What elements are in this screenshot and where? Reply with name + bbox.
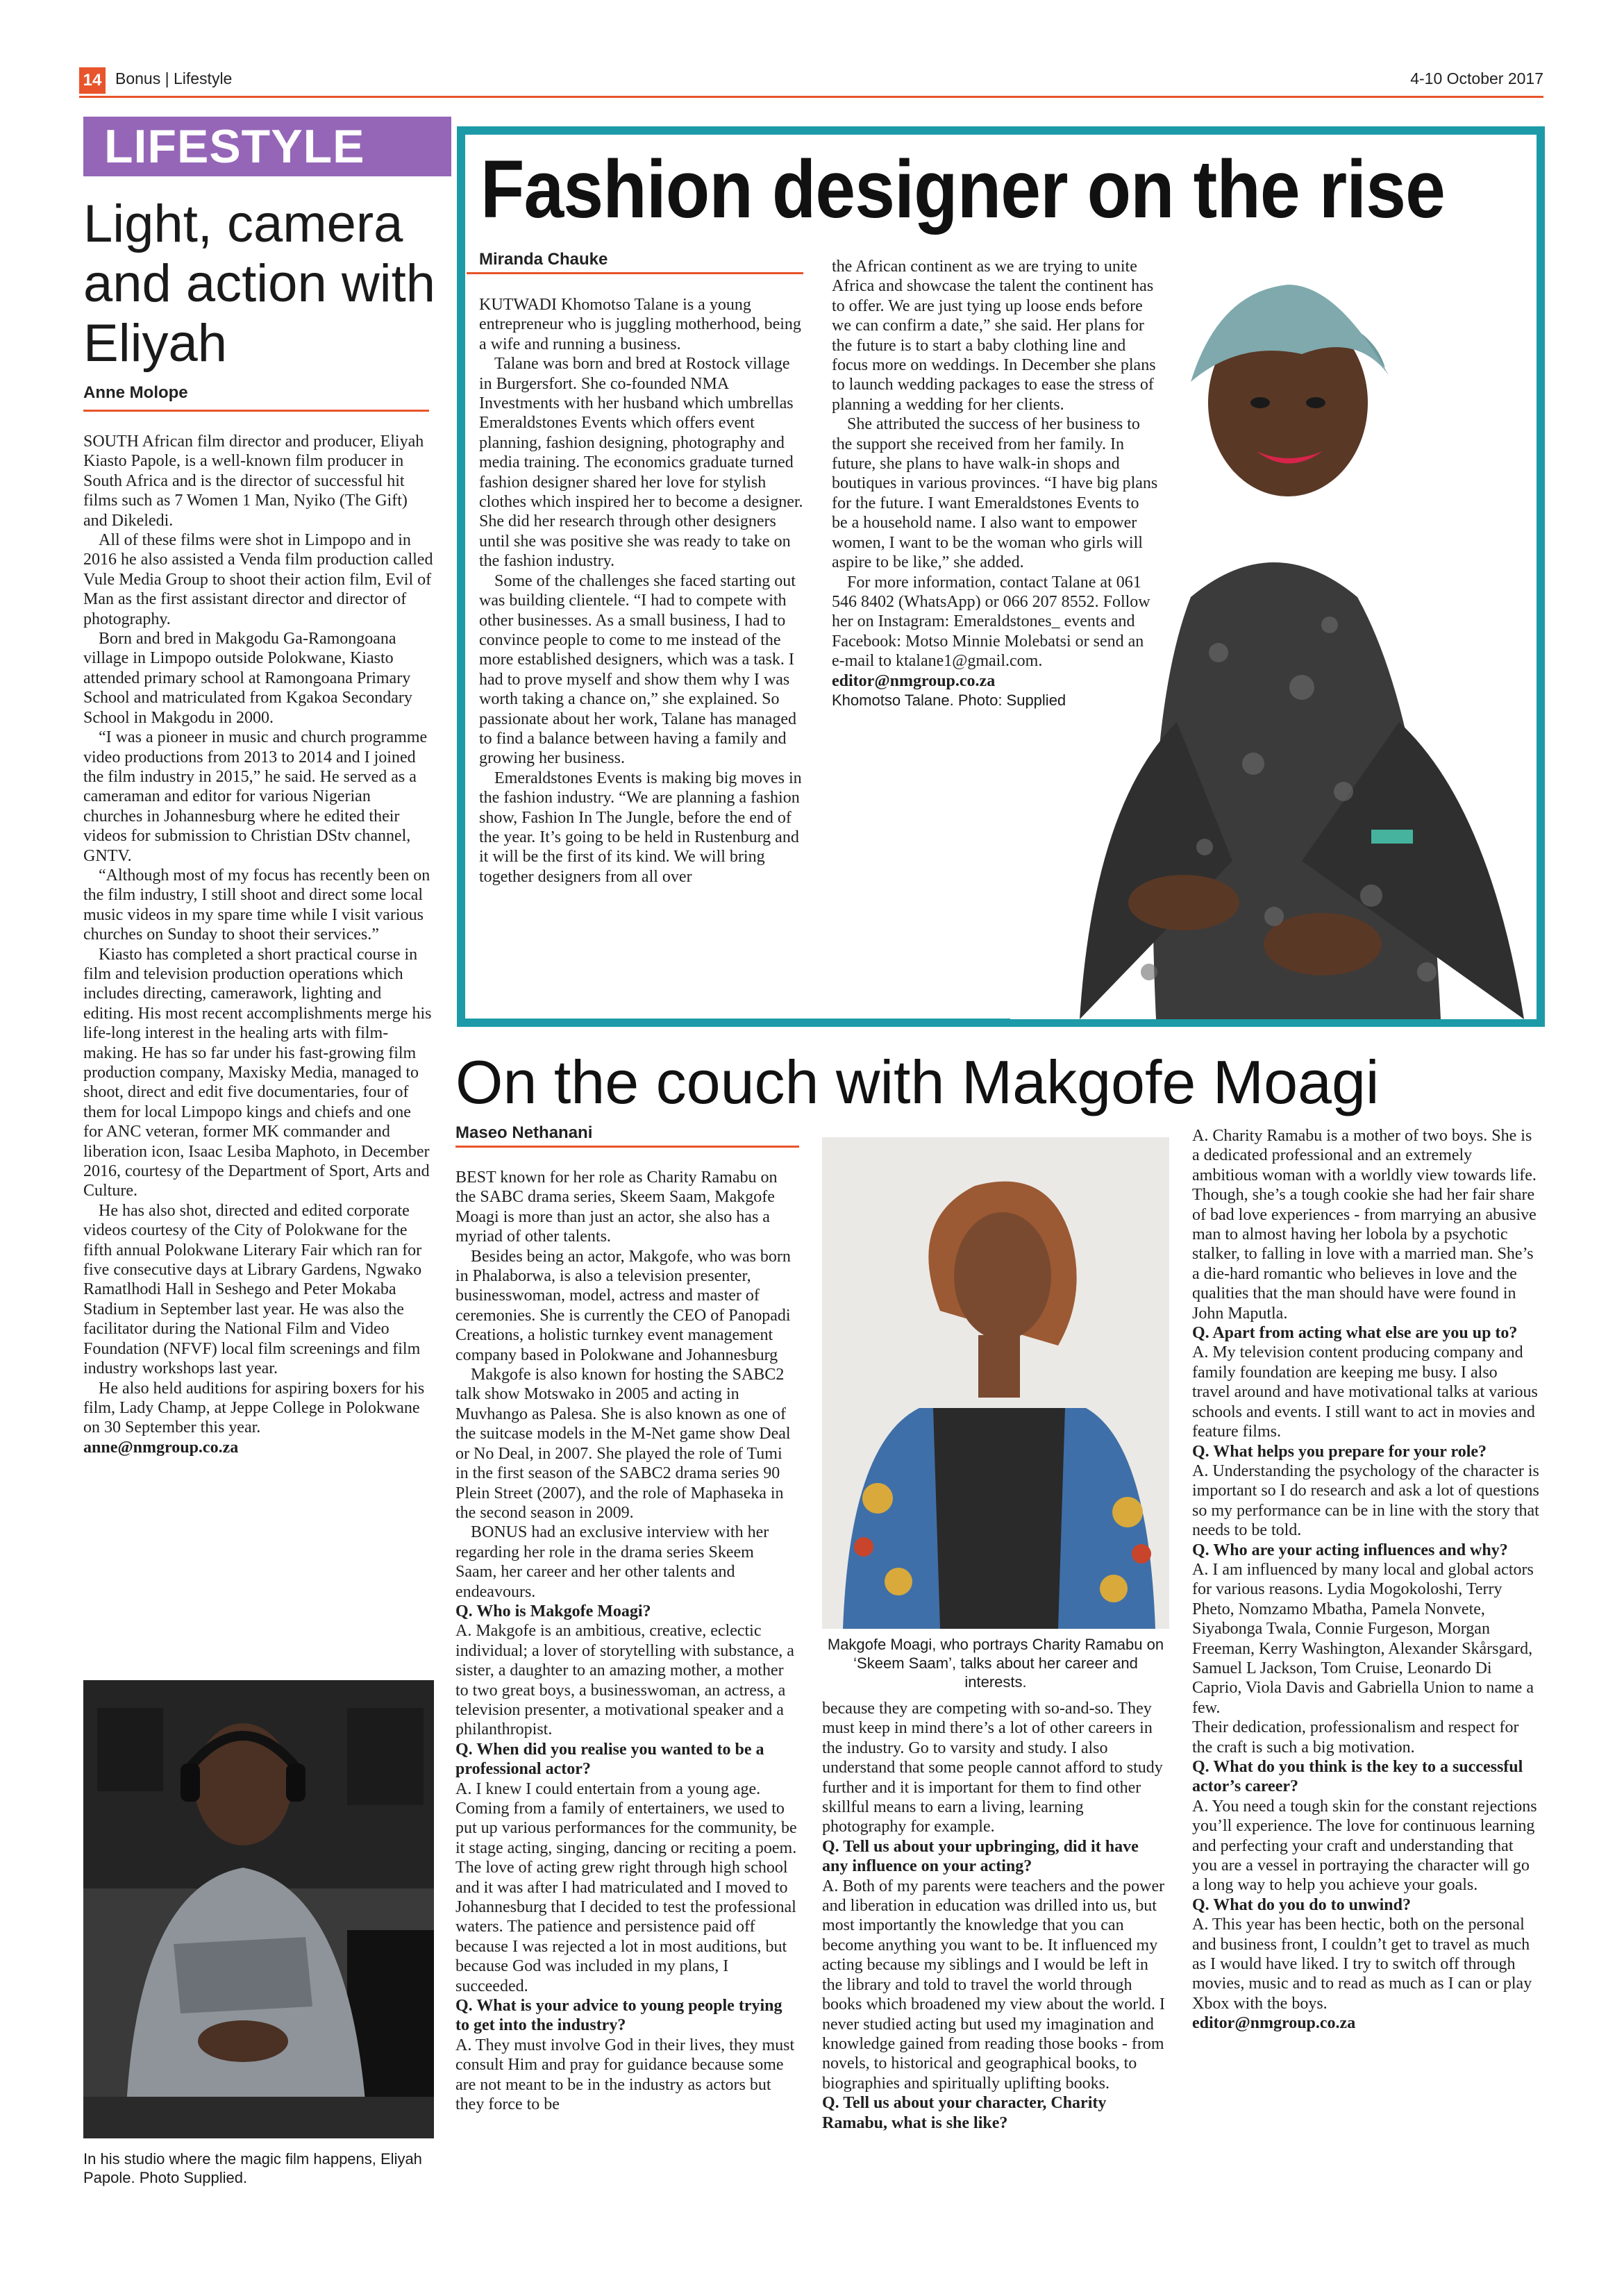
fashion-headline: Fashion designer on the rise <box>480 144 1446 235</box>
article-paragraph: Kiasto has completed a short practical course in film and television production operations which includes directing, camerawork, lighting and editing. His most recent accomplishments merge his life-long interest in the healing arts with film-making. He has so far under his fast-growing film production company, Maxisky Media, managed to shoot, direct and edit five documentaries, four of them for local Limpopo kings and chiefs and one for ANC veteran, former MK commander and liberation icon, Isaac Lesiba Maphoto, in December 2016, courtesy of the Department of Sport, Arts and Culture. <box>83 945 432 1200</box>
article-paragraph: For more information, contact Talane at 061 546 8402 (WhatsApp) or 066 207 8552. Follow her on Instagram: Emeraldstones_ events and Facebook: Motso Minnie Molebatsi or send an e-mail to ktalane1@gmail.com. <box>832 573 1150 671</box>
article-paragraph: Besides being an actor, Makgofe, who was born in Phalaborwa, is also a television presenter, businesswoman, model, actress and master of ceremonies. She is currently the CEO of Panopadi Creations, a holistic turnkey event management company based in Polokwane and Johannesburg <box>455 1247 791 1364</box>
eliyah-article-body <box>83 432 434 1457</box>
makgofe-photo <box>822 1137 1169 1629</box>
interview-question: Q. What do you think is the key to a successful actor’s career? <box>1192 1758 1523 1796</box>
interview-answer: because they are competing with so-and-so. They must keep in mind there’s a lot of other careers in the industry. Go to varsity and study. I also understand that some people cannot afford to study further and it is important for them to find other skillful means to earn a living, learning photography for example. <box>822 1700 1163 1836</box>
article-paragraph: Born and bred in Makgodu Ga-Ramongoana village in Limpopo outside Polokwane, Kiasto attended primary school at Ramongoana Primary School and matriculated from Kgakoa Secondary School in Makgodu in 2000. <box>83 630 412 727</box>
article-paragraph: BEST known for her role as Charity Ramabu on the SABC drama series, Skeem Saam, Makgofe Moagi is more than just an actor, she also has a myriad of other talents. <box>455 1168 778 1246</box>
interview-question: Q. What helps you prepare for your role? <box>1192 1442 1487 1461</box>
interview-answer: A. Makgofe is an ambitious, creative, eclectic individual; a lover of storytelling with substance, a sister, a daughter to an amazing mother, a mother to two great boys, a businesswoman, an actress, a television presenter, a motivational speaker and a philanthropist. <box>455 1622 794 1739</box>
fashion-byline-rule <box>467 272 803 274</box>
issue-date: 4-10 October 2017 <box>1410 69 1543 87</box>
article-paragraph: KUTWADI Khomotso Talane is a young entrepreneur who is juggling motherhood, being a wife and running a business. <box>479 296 801 353</box>
couch-byline-rule <box>455 1146 799 1148</box>
article-paragraph: the African continent as we are trying to unite Africa and showcase the talent the continent has to offer. We are just tying up loose ends before we can confirm a date,” she said. Her plans for the future is to start a baby clothing line and focus more on weddings. In December she plans to launch wedding packages to ease the stress of planning a wedding for her clients. <box>832 258 1156 414</box>
author-email: editor@nmgroup.co.za <box>1192 2014 1356 2033</box>
interview-question: Q. Who are your acting influences and why? <box>1192 1541 1508 1559</box>
interview-answer: A. I am influenced by many local and global actors for various reasons. Lydia Mogokoloshi, Terry Pheto, Nomzamo Mbatha, Pamela Nonvete, Siyabonga Twala, Connie Furgeson, Morgan Freeman, Kerry Washington, Alexander Skårsgard, Samuel L Jackson, Tom Cruise, Leonardo Di Caprio, Viola Davis and Gabriella Union to name a few. <box>1192 1560 1534 1717</box>
interview-question: Q. What do you do to unwind? <box>1192 1895 1411 1914</box>
header-rule <box>79 96 1543 98</box>
eliyah-photo-caption: In his studio where the magic film happens, Eliyah Papole. Photo Supplied. <box>83 2150 422 2186</box>
interview-answer: A. They must involve God in their lives, they must consult Him and pray for guidance because some are not meant to be in the industry as actors but they force to be <box>455 2036 795 2114</box>
interview-answer: A. You need a tough skin for the constant rejections you’ll experience. The love for continuous learning and perfecting your craft and understanding that you are a vessel in portraying the character will go a long way to help you achieve your goals. <box>1192 1797 1537 1895</box>
article-paragraph: “I was a pioneer in music and church programme video productions from 2013 to 2014 and I joined the film industry in 2015,” he said. He served as a cameraman and editor for various Nigerian churches in Johannesburg where he edited their videos for submission to Christian DStv channel, GNTV. <box>83 728 428 865</box>
interview-answer: A. My television content producing company and family foundation are keeping me busy. I also travel around and have motivational talks at various schools and events. I still want to act in movies and feature films. <box>1192 1343 1538 1441</box>
interview-answer: A. Charity Ramabu is a mother of two boys. She is a dedicated professional and an extremely ambitious woman with a worldly view towards life. Though, she’s a tough cookie she had her fair share of bad love experiences - from marrying an abusive man to almost having her lobola by a psychotic stalker, to falling in love with a married man. She’s a die-hard romantic who believes in love and the qualities that the man should have were found in John Maputla. <box>1192 1127 1537 1323</box>
article-paragraph: Makgofe is also known for hosting the SABC2 talk show Motswako in 2005 and acting in Muvhango as Palesa. She is also known as one of the suitcase models in the M-Net game show Deal or No Deal, in 2007. She played the role of Tumi in the first season of the SABC2 drama series 90 Plein Street (2007), and the role of Maphaseka in the second season in 2009. <box>455 1366 791 1522</box>
article-paragraph: He has also shot, directed and edited corporate videos courtesy of the City of Polokwane for the fifth annual Polokwane Literary Fair which ran for five consecutive days at Library Gardens, Ngwako Ramatlhodi Hall in Seshego and Peter Mokaba Stadium in September last year. He was also the facilitator during the National Film and Video Foundation (NFVF) local film screenings and film industry workshops last year. <box>83 1201 422 1378</box>
fashion-column-2 <box>832 257 1158 710</box>
article-paragraph: Some of the challenges she faced starting out was building clientele. “I had to compete with other businesses. As a small business, I had to convince people to come to me instead of the more established designers, which was a task. I had to prove myself and show them why I was worth taking a chance on,” she explained. So passionate about her work, Talane has managed to find a balance between having a family and growing her business. <box>479 571 797 768</box>
section-label: Bonus | Lifestyle <box>115 69 233 87</box>
author-email: editor@nmgroup.co.za <box>832 671 996 690</box>
article-paragraph: “Although most of my focus has recently been on the film industry, I still shoot and direct some local music videos in my spare time while I visit various churches on Sunday to shoot their services.” <box>83 866 430 944</box>
author-email: anne@nmgroup.co.za <box>83 1438 239 1457</box>
article-paragraph: Emeraldstones Events is making big moves in the fashion industry. “We are planning a fashion show, Fashion In The Jungle, before the end of the year. It’s going to be held in Rustenburg and it will be the first of its kind. We will bring together designers from all over <box>479 769 802 886</box>
interview-answer: A. I knew I could entertain from a young age. Coming from a family of entertainers, we used to put up various performances for the community, be it stage acting, singing, dancing or reciting a poem. The love of acting grew right through high school and it was after I had matriculated and I moved to Johannesburg that I decided to test the professional waters. The patience and persistence paid off because I was rejected a lot in most auditions, but because God was included in my plans, I succeeded. <box>455 1779 797 1995</box>
interview-question: Q. What is your advice to young people trying to get into the industry? <box>455 1997 782 2035</box>
couch-column-3 <box>1192 1126 1539 2034</box>
interview-answer: A. Both of my parents were teachers and the power and liberation in education was drilled into us, but most importantly the knowledge that you can become anything you want to be. It influenced my acting because my siblings and I would be left in the library and told to travel the world through books which broadened my view about the world. I never studied acting but used my imagination and knowledge gained from reading those books - from novels, to historical and geographical books, to biographies and spiritually uplifting books. <box>822 1877 1165 2093</box>
interview-question: Q. Tell us about your character, Charity Ramabu, what is she like? <box>822 2094 1107 2132</box>
page-number: 14 <box>79 67 106 94</box>
fashion-column-1 <box>479 295 805 887</box>
interview-answer: A. Understanding the psychology of the character is important so I do research and ask a lot of questions so my performance can be in line with the story that needs to be told. <box>1192 1461 1539 1540</box>
eliyah-photo <box>83 1680 434 2138</box>
makgofe-photo-caption: Makgofe Moagi, who portrays Charity Ramabu on ‘Skeem Saam’, talks about her career and interests. <box>827 1636 1164 1691</box>
couch-byline: Maseo Nethanani <box>455 1123 593 1142</box>
article-paragraph: All of these films were shot in Limpopo and in 2016 he also assisted a Venda film production called Vule Media Group to shoot their action film, Evil of Man as the first assistant director and director of photography. <box>83 531 433 628</box>
interview-question: Q. Who is Makgofe Moagi? <box>455 1602 651 1620</box>
fashion-photo-caption: Khomotso Talane. Photo: Supplied <box>832 691 1066 709</box>
interview-answer: Their dedication, professionalism and respect for the craft is such a big motivation. <box>1192 1718 1519 1757</box>
fashion-byline: Miranda Chauke <box>479 250 608 269</box>
couch-column-1 <box>455 1168 799 2115</box>
article-paragraph: BONUS had an exclusive interview with her regarding her role in the drama series Skeem Saam, her career and her other talents and endeavours. <box>455 1523 769 1601</box>
eliyah-byline: Anne Molope <box>83 383 188 402</box>
article-paragraph: Talane was born and bred at Rostock village in Burgersfort. She co-founded NMA Investments with her husband which umbrellas Emeraldstones Events which offers event planning, fashion designing, photography and media training. The economics graduate turned fashion designer shared her love for stylish clothes which inspired her to become a designer. She did her research through other designers until she was positive she was ready to take on the fashion industry. <box>479 355 803 571</box>
article-paragraph: SOUTH African film director and producer, Eliyah Kiasto Papole, is a well-known film producer in South Africa and is the director of successful hit films such as 7 Women 1 Man, Nyiko (The Gift) and Dikeledi. <box>83 433 424 530</box>
interview-question: Q. When did you realise you wanted to be a professional actor? <box>455 1740 764 1779</box>
eliyah-byline-rule <box>83 410 429 412</box>
couch-headline: On the couch with Makgofe Moagi <box>455 1048 1380 1116</box>
eliyah-headline: Light, camera and action with Eliyah <box>83 194 435 373</box>
interview-question: Q. Tell us about your upbringing, did it have any influence on your acting? <box>822 1837 1139 1876</box>
interview-answer: A. This year has been hectic, both on the personal and business front, I couldn’t get to travel as much as I would have liked. I try to switch off through movies, music and to read as much as I can or play Xbox with the boys. <box>1192 1916 1532 2013</box>
article-paragraph: He also held auditions for aspiring boxers for his film, Lady Champ, at Jeppe College in Polokwane on 30 September this year. <box>83 1379 425 1437</box>
article-paragraph: She attributed the success of her business to the support she received from her family. In future, she plans to have walk-in shops and boutiques in various provinces. “I have big plans for the future. I want Emeraldstones Events to be a household name. I also want to empower women, I want to be the woman who girls will aspire to be like,” she added. <box>832 415 1158 572</box>
interview-question: Q. Apart from acting what else are you up to? <box>1192 1324 1518 1343</box>
couch-column-2 <box>822 1699 1166 2133</box>
section-banner-label: LIFESTYLE <box>104 120 365 173</box>
